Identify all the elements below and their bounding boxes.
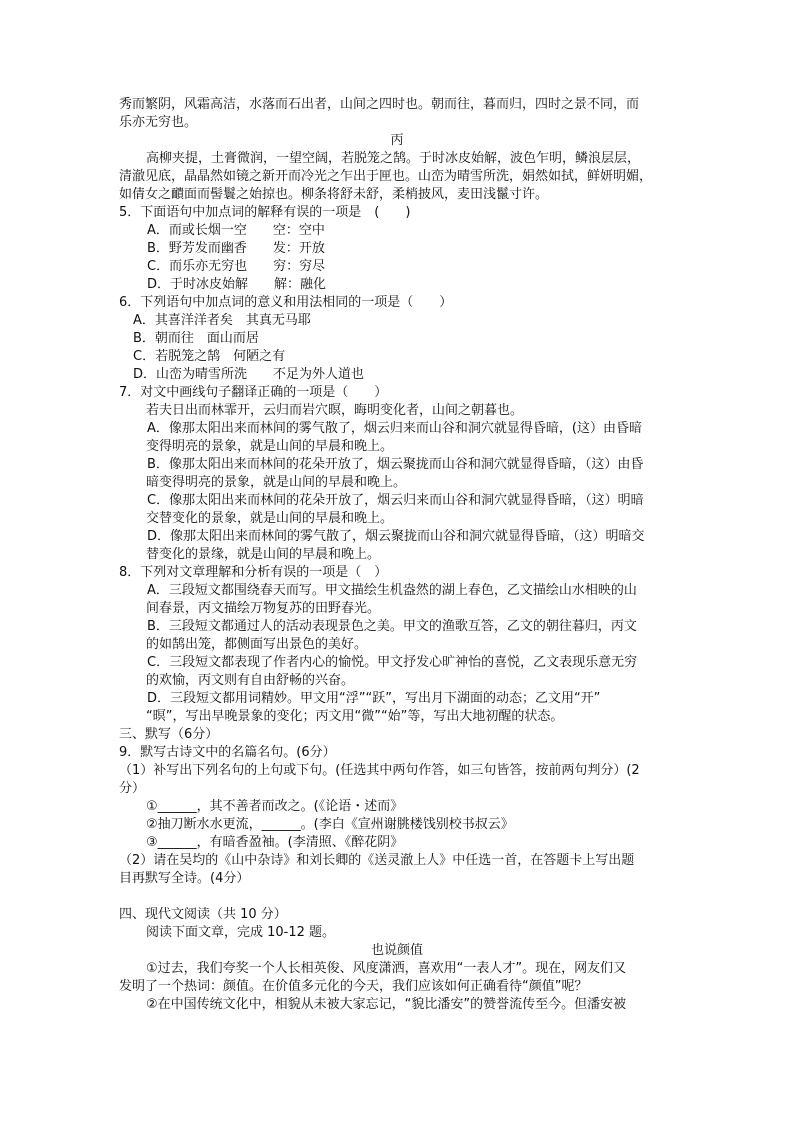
text-line: 高柳夹提，土膏微润，一望空阔，若脱笼之鹄。于时冰皮始解，波色乍明，鳞浪层层， [146, 151, 641, 166]
question-8-option-line: A．三段短文都围绕春天而写。甲文描绘生机盎然的湖上春色，乙文描绘山水相映的山 [147, 583, 637, 598]
fill-in-item: ①______，其不善者而改之。(《论语・述而》 [146, 799, 404, 814]
question-6-option: A．其喜洋洋者矣 其真无马耶 [133, 313, 311, 328]
question-7-option-line: D．像那太阳出来而林间的雾气散了，烟云聚拢而山谷和洞穴就显得昏暗，（这）明暗交 [147, 529, 645, 544]
article-paragraph-line: ②在中国传统文化中，相貌从未被大家忘记，“貌比潘安”的赞誉流传至今。但潘安被 [146, 997, 627, 1012]
question-8-option-line: 间春景，丙文描绘万物复苏的田野春光。 [146, 601, 381, 616]
question-9-stem: 9．默写古诗文中的名篇名句。(6分） [119, 745, 336, 760]
question-6-option: C．若脱笼之鹄 何陋之有 [133, 349, 286, 364]
question-6-stem: 6．下列语句中加点词的意义和用法相同的一项是（ ） [119, 295, 453, 310]
question-5-option: C．而乐亦无穷也 穷：穷尽 [147, 259, 326, 274]
fill-in-item: ②抽刀断水水更流，______。(李白《宣州谢朓楼饯别校书叔云》 [146, 817, 514, 832]
section-4-intro: 阅读下面文章，完成 10-12 题。 [146, 925, 336, 940]
article-body [119, 960, 675, 1014]
question-5-option: D．于时冰皮始解 解：融化 [147, 277, 327, 292]
question-5-option: B．野芳发而幽香 发：开放 [147, 241, 325, 256]
question-9-sub1: 分） [119, 781, 146, 796]
question-7-stem: 7．对文中画线句子翻译正确的一项是（ ） [119, 385, 388, 400]
question-5-stem: 5．下面语句中加点词的解释有误的一项是 ( ) [119, 205, 411, 220]
article-title: 也说颜值 [370, 943, 423, 958]
question-8-option-line: C．三段短文都表现了作者内心的愉悦。甲文抒发心旷神怡的喜悦，乙文表现乐意无穷 [147, 655, 638, 670]
fill-in-item: ③______，有暗香盈袖。(李清照、《醉花阴》 [146, 835, 404, 850]
question-7-option-line: B．像那太阳出来而林间的花朵开放了，烟云聚拢而山谷和洞穴就显得昏暗，（这）由昏 [147, 457, 644, 472]
article-paragraph-line: 发明了一个热词：颜值。在价值多元化的今天，我们应该如何正确看待“颜值”呢？ [119, 979, 588, 994]
question-7-option-line: C．像那太阳出来而林间的花朵开放了，烟云归来而山谷和洞穴就显得昏暗，（这）明暗 [147, 493, 644, 508]
document-page [119, 96, 675, 1014]
question-7-option-line: 变得明亮的景象，就是山间的早晨和晚上。 [146, 439, 394, 454]
text-line: 清澈见底，晶晶然如镜之新开而冷光之乍出于匣也。山峦为晴雪所洗，娟然如拭，鲜妍明媚， [119, 169, 653, 184]
question-9-sub1: （1）补写出下列名句的上句或下句。(任选其中两句作答，如三句皆答，按前两句判分）(2 [119, 763, 640, 778]
question-8-option-line: D．三段短文都用词精妙。甲文用“浮”“跃”，写出月下湖面的动态；乙文用“开” [147, 691, 601, 706]
question-9-sub2: 目再默写全诗。(4分） [119, 871, 250, 886]
question-8-options [119, 582, 675, 726]
question-9-sub2: （2）请在吴均的《山中杂诗》和刘长卿的《送灵澈上人》中任选一首，在答题卡上写出题 [119, 853, 635, 868]
section-heading-bing: 丙 [390, 133, 404, 148]
spacer [119, 888, 675, 906]
question-6-option: D．山峦为晴雪所洗 不足为外人道也 [133, 367, 365, 382]
section-3-title: 三、默写（6分） [119, 727, 219, 742]
question-8-option-line: 的如鹄出笼，都侧面写出景色的美好。 [146, 637, 368, 652]
question-7-quote: 若夫日出而林霏开，云归而岩穴暝，晦明变化者，山间之朝暮也。 [146, 403, 524, 418]
text-line: 乐亦无穷也。 [119, 115, 198, 130]
question-6-option: B．朝而往 面山而居 [133, 331, 259, 346]
text-line: 秀而繁阴，风霜高洁，水落而石出者，山间之四时也。朝而往，暮而归，四时之景不同，而 [119, 97, 640, 112]
question-8-option-line: 的欢愉，丙文则有自由舒畅的兴奋。 [146, 673, 355, 688]
section-4-title: 四、现代文阅读（共 10 分） [119, 907, 287, 922]
question-8-option-line: B．三段短文都通过人的活动表现景色之美。甲文的渔歌互答，乙文的朝往暮归，丙文 [147, 619, 637, 634]
question-8-option-line: “暝”，写出早晚景象的变化；丙文用“微”“始”等，写出大地初醒的状态。 [146, 709, 564, 724]
question-7-option-line: 替变化的景缘，就是山间的早晨和晚上。 [146, 547, 381, 562]
question-8-stem: 8．下列对文章理解和分析有误的一项是（ ） [119, 565, 388, 580]
question-7-option-line: A．像那太阳出来而林间的雾气散了，烟云归来而山谷和洞穴就显得昏暗，(这）由昏暗 [147, 421, 642, 436]
question-7-option-line: 暗变得明亮的景象，就是山间的早晨和晚上。 [146, 475, 407, 490]
question-5-option: A．而或长烟一空 空：空中 [147, 223, 325, 238]
article-paragraph-line: ①过去，我们夸奖一个人长相英俊、风度潇洒，喜欢用“一表人才”。现在，网友们又 [146, 961, 627, 976]
text-line: 如倩女之靧面而髻鬟之始掠也。柳条将舒未舒，柔梢披风，麦田浅鬣寸许。 [119, 187, 549, 202]
question-7-options [119, 420, 675, 564]
question-7-option-line: 交替变化的景象，就是山间的早晨和晚上。 [146, 511, 394, 526]
